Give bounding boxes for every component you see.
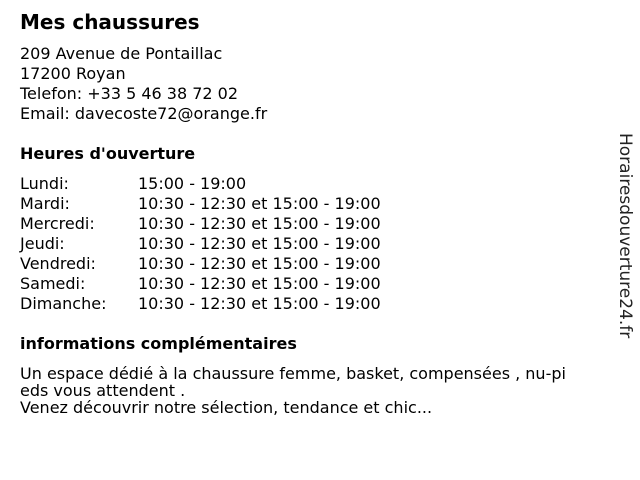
time-range: 10:30 - 12:30 et 15:00 - 19:00 — [138, 214, 381, 233]
address-city: 17200 Royan — [20, 64, 126, 83]
day-label: Samedi: — [20, 274, 86, 293]
info-heading: informations complémentaires — [20, 334, 297, 353]
day-label: Dimanche: — [20, 294, 107, 313]
day-label: Lundi: — [20, 174, 69, 193]
time-range: 10:30 - 12:30 et 15:00 - 19:00 — [138, 294, 381, 313]
store-name: Mes chaussures — [20, 10, 200, 34]
email-address: Email: davecoste72@orange.fr — [20, 104, 268, 123]
info-line: eds vous attendent . — [20, 381, 186, 400]
day-label: Vendredi: — [20, 254, 96, 273]
site-watermark: Horairesdouverture24.fr — [615, 133, 635, 339]
day-label: Mercredi: — [20, 214, 95, 233]
time-range: 15:00 - 19:00 — [138, 174, 247, 193]
time-range: 10:30 - 12:30 et 15:00 - 19:00 — [138, 234, 381, 253]
store-contact — [20, 44, 267, 124]
day-label: Jeudi: — [20, 234, 65, 253]
hours-heading: Heures d'ouverture — [20, 144, 196, 163]
watermark-container — [613, 133, 637, 343]
day-label: Mardi: — [20, 194, 70, 213]
address-street: 209 Avenue de Pontaillac — [20, 44, 223, 63]
time-range: 10:30 - 12:30 et 15:00 - 19:00 — [138, 274, 381, 293]
time-range: 10:30 - 12:30 et 15:00 - 19:00 — [138, 254, 381, 273]
phone-number: Telefon: +33 5 46 38 72 02 — [20, 84, 239, 103]
time-range: 10:30 - 12:30 et 15:00 - 19:00 — [138, 194, 381, 213]
info-description — [20, 365, 620, 416]
info-line: Un espace dédié à la chaussure femme, basket, compensées , nu-pi — [20, 364, 566, 383]
info-line: Venez découvrir notre sélection, tendance et chic... — [20, 398, 433, 417]
